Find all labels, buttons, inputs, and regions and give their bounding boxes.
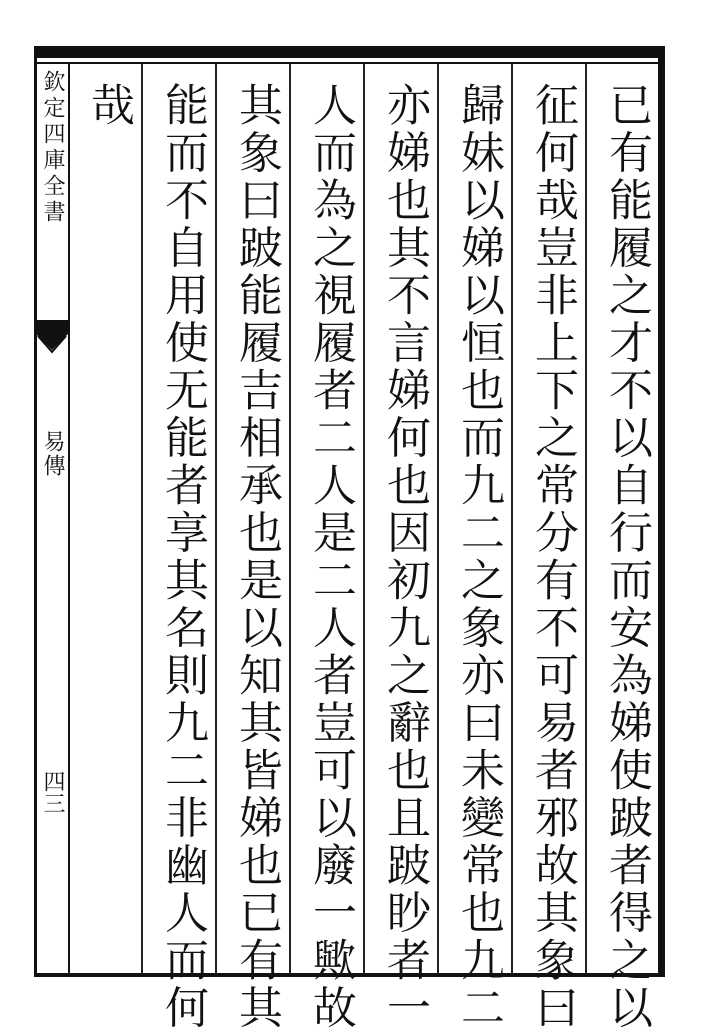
frame-right-border [658, 46, 665, 977]
text-column-6: 其象曰跛能履吉相承也是以知其皆娣也已有其 [231, 82, 282, 1032]
frame-top-border [34, 46, 664, 58]
column-divider [437, 64, 439, 973]
page-number: 四三 [40, 770, 65, 814]
fish-tail-ornament [36, 320, 68, 368]
text-column-7: 能而不自用使无能者享其名則九二非幽人而何 [157, 82, 208, 1032]
column-divider [141, 64, 143, 973]
column-divider [215, 64, 217, 973]
column-divider [585, 64, 587, 973]
column-divider [511, 64, 513, 973]
book-title: 欽定四庫全書 [40, 70, 65, 226]
text-column-5: 人而為之視履者二人是二人者豈可以廢一歟故 [305, 82, 356, 1032]
text-column-2: 征何哉豈非上下之常分有不可易者邪故其象曰 [527, 82, 578, 1032]
chapter-title: 易傳 [40, 430, 65, 478]
column-divider [289, 64, 291, 973]
column-divider [363, 64, 365, 973]
text-column-8: 哉 [83, 82, 134, 130]
text-column-3: 歸妹以娣以恒也而九二之象亦曰未變常也九二 [453, 82, 504, 1032]
frame-top-inner-border [34, 62, 664, 64]
text-column-1: 已有能履之才不以自行而安為娣使跛者得之以 [601, 82, 652, 1032]
text-column-4: 亦娣也其不言娣何也因初九之辭也且跛眇者一 [379, 82, 430, 1032]
margin-divider [68, 62, 70, 975]
